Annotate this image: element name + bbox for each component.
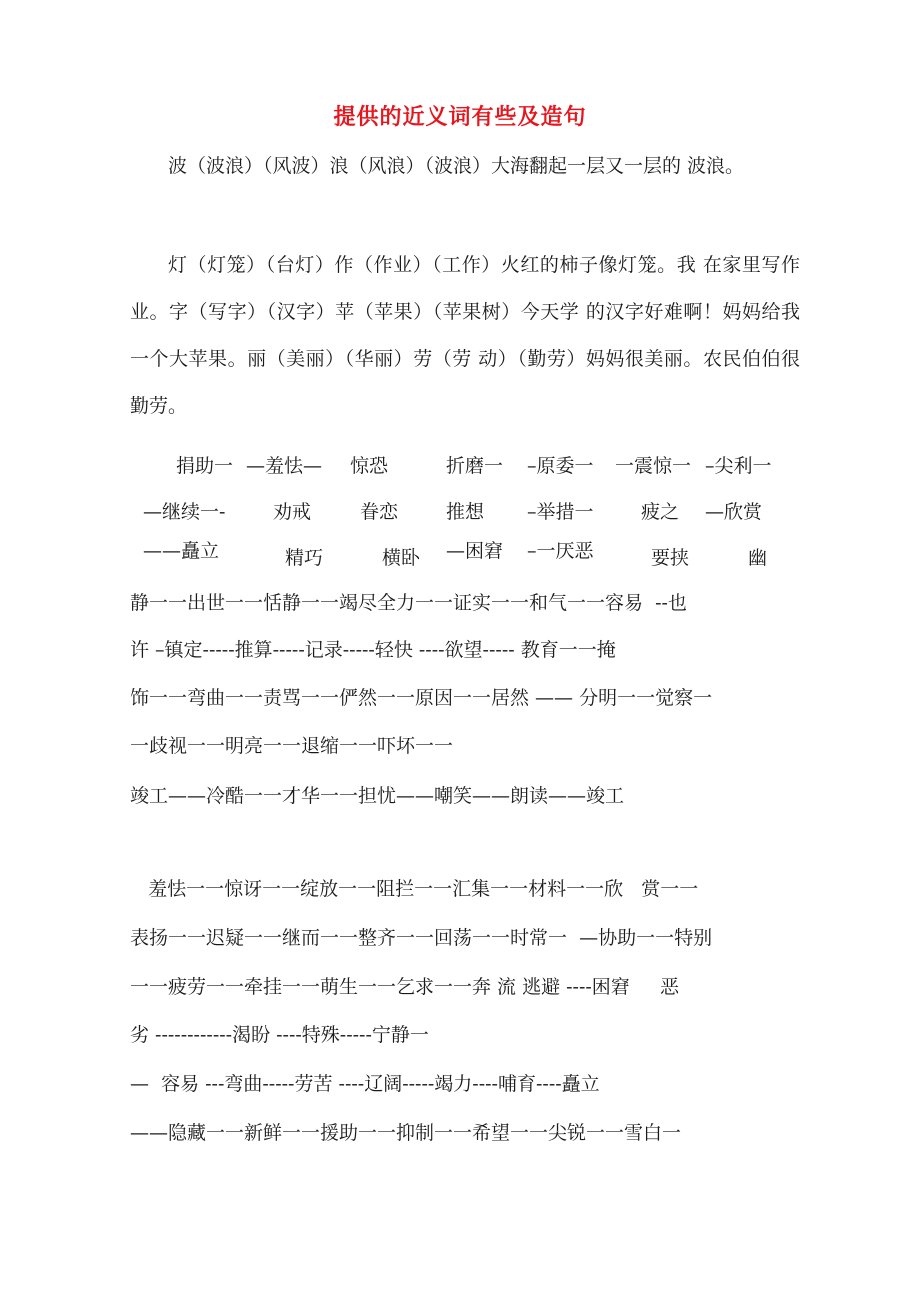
- grid-word: —欣赏: [705, 501, 763, 523]
- grid-word: –尖利一: [705, 455, 772, 477]
- grid-word: 要挟: [651, 547, 690, 569]
- synonym-line: 一歧视一一明亮一一退缩一一吓坏一一: [130, 735, 454, 757]
- synonym-line: ——隐藏一一新鲜一一援助一一抑制一一希望一一尖锐一一雪白一: [130, 1122, 682, 1144]
- synonym-line: 静一一出世一一恬静一一竭尽全力一一证实一一和气一一容易 --也: [130, 592, 687, 614]
- grid-word: –举措一: [527, 501, 594, 523]
- grid-word: ——矗立: [143, 540, 220, 562]
- document-title: 提供的近义词有些及造句: [333, 104, 587, 130]
- grid-word: 劝戒: [273, 501, 312, 523]
- grid-word: –原委一: [527, 455, 594, 477]
- grid-word: 幽: [748, 547, 768, 569]
- synonym-line: 许 –镇定-----推算-----记录-----轻快 ----欲望----- 教育一一掩: [130, 639, 616, 661]
- grid-word: 眷恋: [360, 501, 399, 523]
- synonym-line: 表扬一一迟疑一一继而一一整齐一一回荡一一时常一 —协助一一特别: [130, 927, 713, 949]
- grid-word: 捐助一: [176, 455, 234, 477]
- synonym-line: 羞怯一一惊讶一一绽放一一阻拦一一汇集一一材料一一欣 赏一一: [130, 878, 699, 900]
- grid-word: 推想: [446, 501, 485, 523]
- synonym-line: 一一疲劳一一牵挂一一萌生一一乞求一一奔 流 逃避 ----困窘 恶: [130, 976, 679, 998]
- grid-word: 精巧: [285, 547, 324, 569]
- grid-word: 一震惊一: [615, 455, 692, 477]
- grid-word: 折磨一: [446, 455, 504, 477]
- paragraph-1: 波（波浪）（风波）浪（风浪）（波浪）大海翻起一层又一层的 波浪。: [168, 155, 745, 177]
- grid-word: 疲之: [641, 501, 680, 523]
- grid-word: 惊恐: [350, 455, 389, 477]
- grid-word: —羞怯—: [246, 455, 323, 477]
- grid-word: 横卧: [382, 547, 421, 569]
- synonym-line: — 容易 ---弯曲-----劳苦 ----辽阔-----竭力----哺育----矗立: [130, 1073, 600, 1095]
- grid-word: —继续一-: [143, 501, 226, 523]
- synonym-line: 劣 ------------渴盼 ----特殊-----宁静一: [130, 1024, 429, 1046]
- grid-word: —困窘: [446, 540, 504, 562]
- paragraph-2: 灯（灯笼）（台灯）作（作业）（工作）火红的柿子像灯笼。我 在家里写作业。字（写字）（汉字）苹（苹果）（苹果树）今天学 的汉字好难啊！妈妈给我一个大苹果。丽（美丽）（华丽）劳（劳 动）（勤劳）妈妈很美丽。农民伯伯很勤劳。: [130, 254, 800, 417]
- grid-word: –一厌恶: [527, 540, 594, 562]
- synonym-line: 竣工——冷酷一一才华一一担忧——嘲笑——朗读——竣工: [130, 785, 625, 807]
- synonym-line: 饰一一弯曲一一责骂一一俨然一一原因一一居然 —— 分明一一觉察一: [130, 687, 713, 709]
